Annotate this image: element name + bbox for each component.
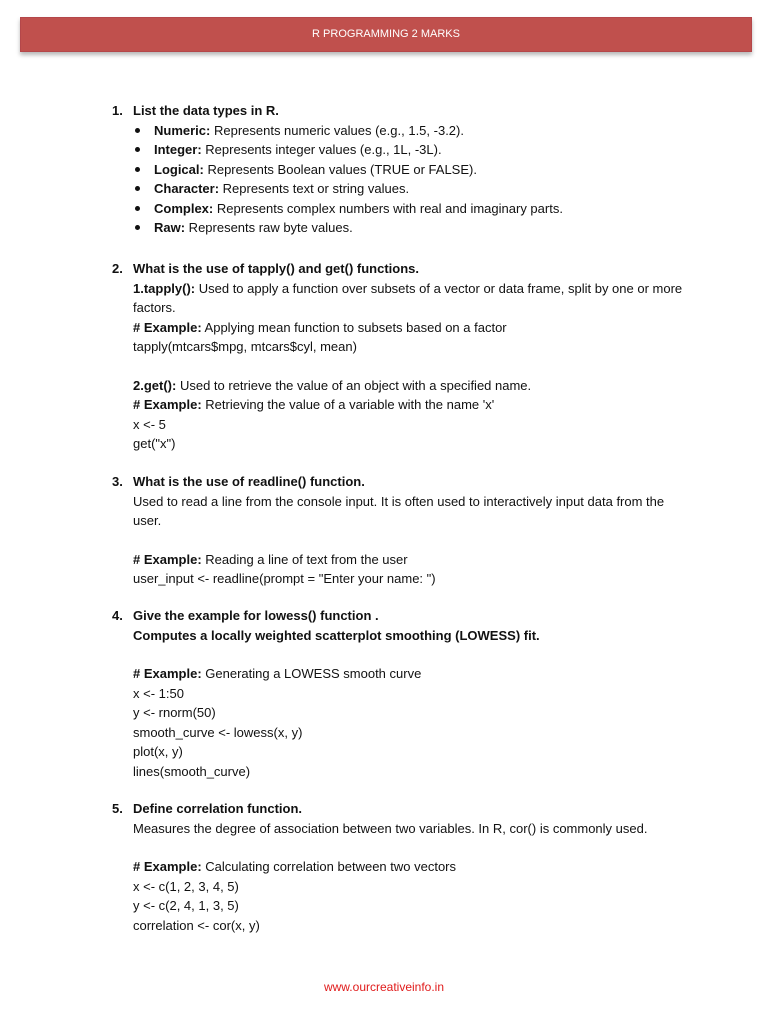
question-title: What is the use of tapply() and get() functions. (133, 261, 419, 276)
question-1 (112, 101, 692, 238)
example-desc: Calculating correlation between two vectors (201, 859, 457, 874)
term: Numeric: (154, 122, 211, 138)
example-line (133, 318, 692, 338)
question-3 (112, 472, 692, 589)
bullet-icon (135, 206, 140, 211)
list-item (112, 179, 692, 199)
question-5 (112, 799, 692, 935)
page-header-banner (20, 17, 752, 52)
code-line: x <- 1:50 (133, 685, 184, 701)
code-line: y <- c(2, 4, 1, 3, 5) (133, 898, 239, 913)
question-title: List the data types in R. (133, 103, 279, 118)
question-number: 3. (112, 474, 123, 489)
code-line: lines(smooth_curve) (133, 763, 251, 779)
get-desc: Used to retrieve the value of an object with a specified name. (176, 377, 532, 393)
code-line: smooth_curve <- lowess(x, y) (133, 724, 303, 740)
example-line (133, 664, 692, 684)
term-desc: Represents text or string values. (219, 181, 410, 196)
list-item (112, 121, 692, 141)
get-description (133, 376, 692, 396)
term: Complex: (154, 200, 214, 216)
term-desc: Represents complex numbers with real and imaginary parts. (213, 200, 563, 216)
term: Character: (154, 181, 220, 196)
list-item (112, 199, 692, 219)
readline-description: Used to read a line from the console input. It is often used to interactively input data from the user. (133, 493, 665, 528)
term-desc: Represents raw byte values. (185, 220, 353, 235)
question-number: 1. (112, 103, 123, 118)
question-title: Define correlation function. (133, 801, 303, 816)
term-desc: Represents numeric values (e.g., 1.5, -3.2). (210, 122, 464, 138)
example-label: # Example: (133, 666, 202, 681)
question-number: 5. (112, 801, 123, 816)
code-line: get("x") (133, 436, 176, 451)
footer-link[interactable] (0, 978, 768, 998)
term: Logical: (154, 161, 204, 177)
term: Integer: (154, 142, 202, 157)
bullet-icon (135, 186, 140, 191)
bullet-icon (135, 167, 140, 172)
correlation-description: Measures the degree of association between two variables. In R, cor() is commonly used. (133, 820, 648, 836)
bullet-icon (135, 147, 140, 152)
term-desc: Represents integer values (e.g., 1L, -3L). (201, 142, 442, 157)
code-line: plot(x, y) (133, 744, 183, 759)
example-label: # Example: (133, 319, 202, 335)
get-label: 2.get(): (133, 377, 177, 393)
question-2 (112, 259, 692, 454)
code-line: y <- rnorm(50) (133, 705, 216, 720)
code-line: correlation <- cor(x, y) (133, 917, 260, 933)
example-label: # Example: (133, 551, 202, 567)
list-item (112, 140, 692, 160)
footer-url[interactable]: www.ourcreativeinfo.in (323, 980, 445, 994)
bullet-icon (135, 225, 140, 230)
question-number: 2. (112, 261, 123, 276)
code-line: tapply(mtcars$mpg, mtcars$cyl, mean) (133, 339, 357, 354)
page-header-title: R PROGRAMMING 2 MARKS (312, 28, 460, 40)
list-item (112, 218, 692, 238)
example-desc: Reading a line of text from the user (201, 551, 408, 567)
question-title: Give the example for lowess() function . (133, 608, 379, 623)
question-number: 4. (112, 608, 123, 623)
example-line (133, 550, 692, 570)
tapply-label: 1.tapply(): (133, 280, 196, 296)
code-line: user_input <- readline(prompt = "Enter your name: ") (133, 571, 436, 586)
term: Raw: (154, 220, 186, 235)
example-line (133, 395, 692, 415)
code-line: x <- c(1, 2, 3, 4, 5) (133, 878, 239, 894)
example-label: # Example: (133, 397, 202, 412)
code-line: x <- 5 (133, 416, 166, 432)
example-desc: Applying mean function to subsets based on a factor (201, 319, 507, 335)
question-subtitle: Computes a locally weighted scatterplot smoothing (LOWESS) fit. (133, 627, 540, 643)
example-desc: Generating a LOWESS smooth curve (201, 666, 422, 681)
term-desc: Represents Boolean values (TRUE or FALSE). (203, 161, 477, 177)
list-item (112, 160, 692, 180)
question-4 (112, 606, 692, 781)
example-label: # Example: (133, 859, 202, 874)
example-line (133, 857, 692, 877)
tapply-desc: Used to apply a function over subsets of a vector or data frame, split by one or more factors. (133, 280, 683, 315)
tapply-description (133, 279, 692, 318)
data-types-list (112, 121, 692, 238)
bullet-icon (135, 128, 140, 133)
question-title: What is the use of readline() function. (133, 474, 365, 489)
example-desc: Retrieving the value of a variable with the name 'x' (201, 397, 495, 412)
